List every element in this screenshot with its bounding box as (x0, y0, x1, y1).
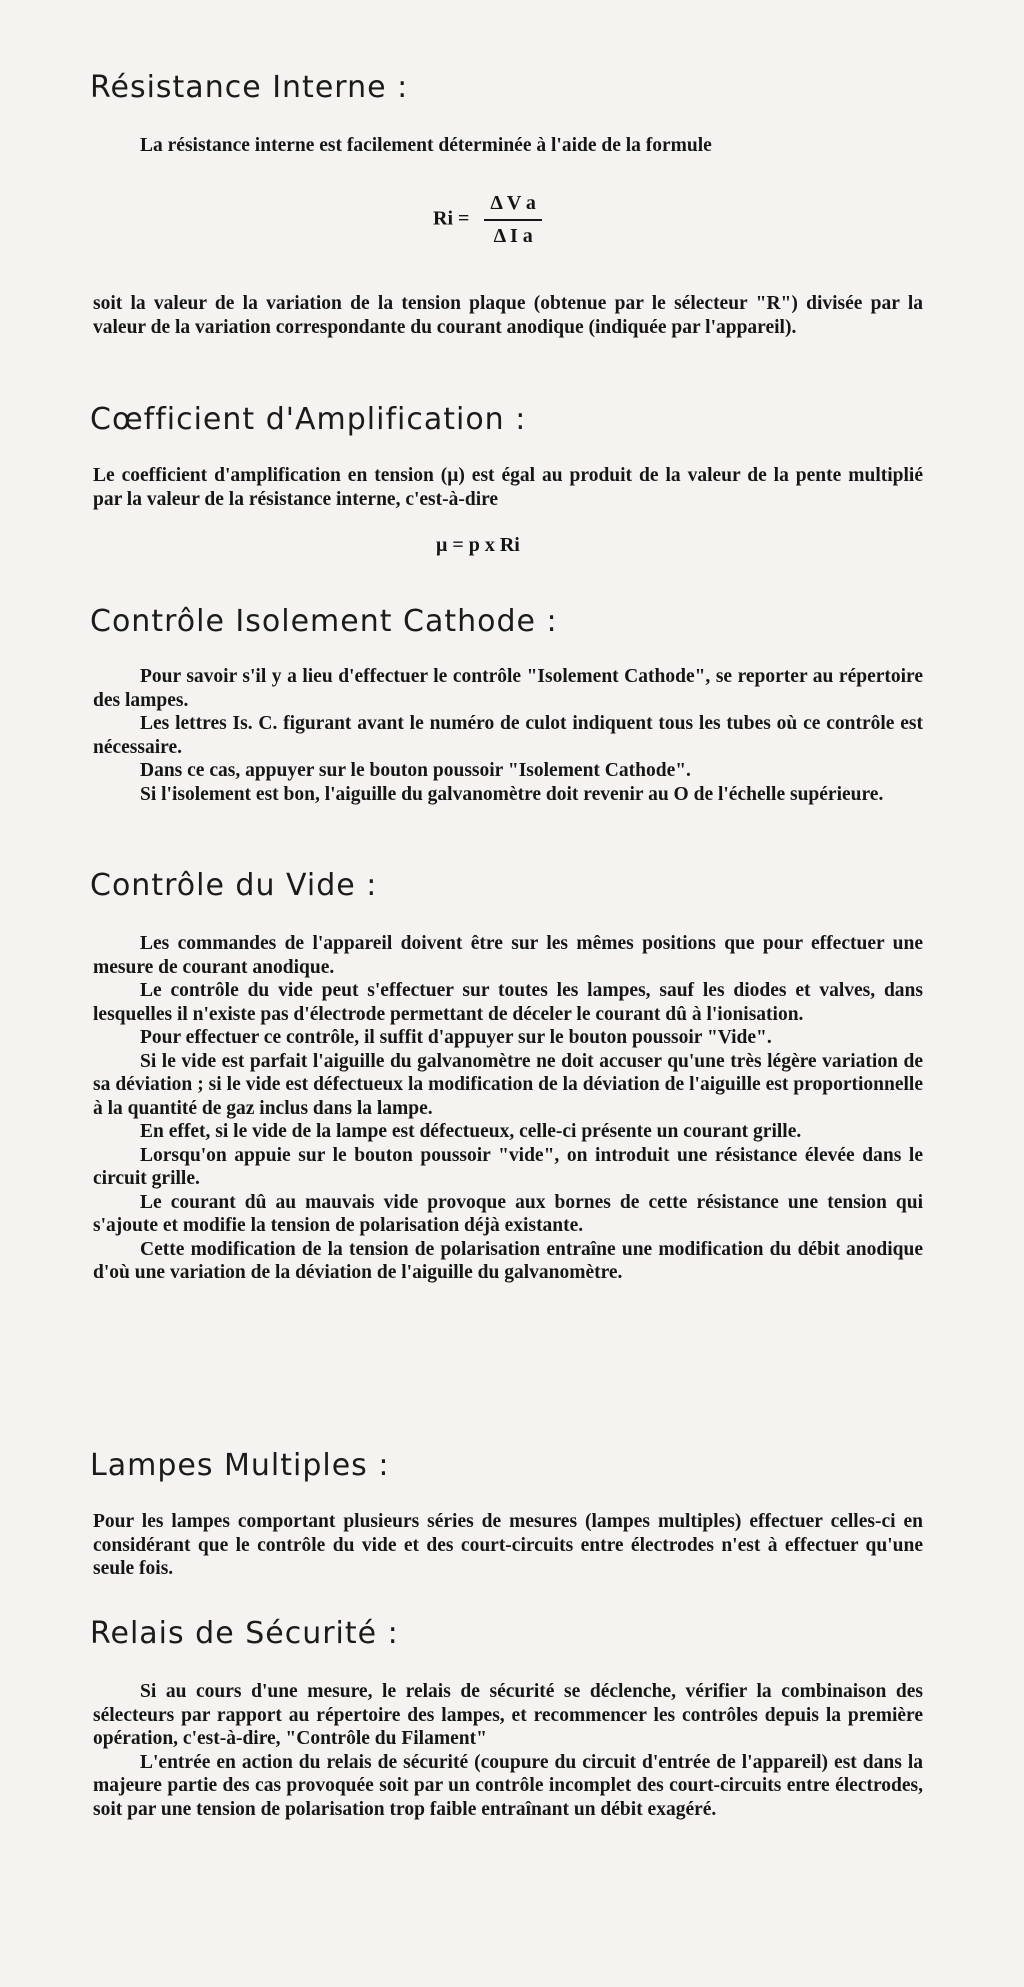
vide-text (93, 932, 923, 1285)
heading-coefficient-amplification: Cœfficient d'Amplification : (90, 402, 527, 437)
ri-formula-fraction (484, 192, 542, 248)
ri-formula-numerator: Δ V a (484, 192, 542, 221)
heading-resistance-interne: Résistance Interne : (90, 70, 409, 105)
cathode-paragraph: Dans ce cas, appuyer sur le bouton poussoir "Isolement Cathode". (140, 760, 691, 781)
ri-formula (433, 192, 542, 248)
vide-paragraph: Le courant dû au mauvais vide provoque aux bornes de cette résistance une tension qui s'ajoute et modifie la tension de polarisation déjà existante. (93, 1191, 923, 1236)
cathode-paragraph: Les lettres Is. C. figurant avant le numéro de culot indiquent tous les tubes où ce contrôle est nécessaire. (93, 713, 923, 758)
relais-paragraph: L'entrée en action du relais de sécurité (coupure du circuit d'entrée de l'appareil) est dans la majeure partie des cas provoquée soit par un contrôle incomplet des court-circuits entre électrodes, soit par une tension de polarisation trop faible entraînant un débit exagéré. (93, 1751, 923, 1820)
cathode-paragraph: Si l'isolement est bon, l'aiguille du galvanomètre doit revenir au O de l'échelle supérieure. (140, 783, 884, 805)
vide-paragraph: Lorsqu'on appuie sur le bouton poussoir "vide", on introduit une résistance élevée dans le circuit grille. (93, 1144, 923, 1189)
ri-formula-denominator: Δ I a (493, 225, 533, 247)
resistance-intro: La résistance interne est facilement déterminée à l'aide de la formule (140, 135, 712, 156)
vide-paragraph: Le contrôle du vide peut s'effectuer sur toutes les lampes, sauf les diodes et valves, dans lesquelles il n'existe pas d'électrode permettant de déceler le courant dû à l'ionisation. (93, 980, 923, 1025)
relais-text (93, 1680, 923, 1821)
heading-controle-du-vide: Contrôle du Vide : (90, 868, 378, 903)
ri-formula-lhs: Ri = (433, 207, 470, 230)
relais-paragraph: Si au cours d'une mesure, le relais de sécurité se déclenche, vérifier la combinaison des sélecteurs par rapport au répertoire des lampes, et recommencer les contrôles depuis la première opération, c'est-à-dire, "Contrôle du Filament" (93, 1681, 923, 1749)
vide-paragraph: En effet, si le vide de la lampe est défectueux, celle-ci présente un courant grille. (140, 1121, 802, 1142)
vide-paragraph: Cette modification de la tension de polarisation entraîne une modification du débit anodique d'où une variation de la déviation de l'aiguille du galvanomètre. (93, 1238, 923, 1283)
heading-relais-de-securite: Relais de Sécurité : (90, 1616, 399, 1651)
vide-paragraph: Les commandes de l'appareil doivent être sur les mêmes positions que pour effectuer une mesure de courant anodique. (93, 933, 923, 978)
heading-controle-isolement-cathode: Contrôle Isolement Cathode : (90, 604, 558, 639)
cathode-paragraph: Pour savoir s'il y a lieu d'effectuer le contrôle "Isolement Cathode", se reporter au répertoire des lampes. (93, 666, 923, 711)
mu-formula: μ = p x Ri (436, 534, 520, 556)
coefficient-body: Le coefficient d'amplification en tension (μ) est égal au produit de la valeur de la pente multiplié par la valeur de la résistance interne, c'est-à-dire (93, 465, 923, 510)
resistance-body: soit la valeur de la variation de la tension plaque (obtenue par le sélecteur "R") divisée par la valeur de la variation correspondante du courant anodique (indiquée par l'appareil). (93, 293, 923, 338)
heading-lampes-multiples: Lampes Multiples : (90, 1448, 390, 1483)
cathode-text (93, 665, 923, 806)
multiples-body: Pour les lampes comportant plusieurs séries de mesures (lampes multiples) effectuer celles-ci en considérant que le contrôle du vide et des court-circuits entre électrodes n'est à effectuer qu'une seule fois. (93, 1511, 923, 1579)
vide-paragraph: Pour effectuer ce contrôle, il suffit d'appuyer sur le bouton poussoir "Vide". (140, 1027, 772, 1048)
vide-paragraph: Si le vide est parfait l'aiguille du galvanomètre ne doit accuser qu'une très légère variation de sa déviation ; si le vide est défectueux la modification de la déviation de l'aiguille est proportionnelle à la quantité de gaz inclus dans la lampe. (93, 1050, 923, 1119)
